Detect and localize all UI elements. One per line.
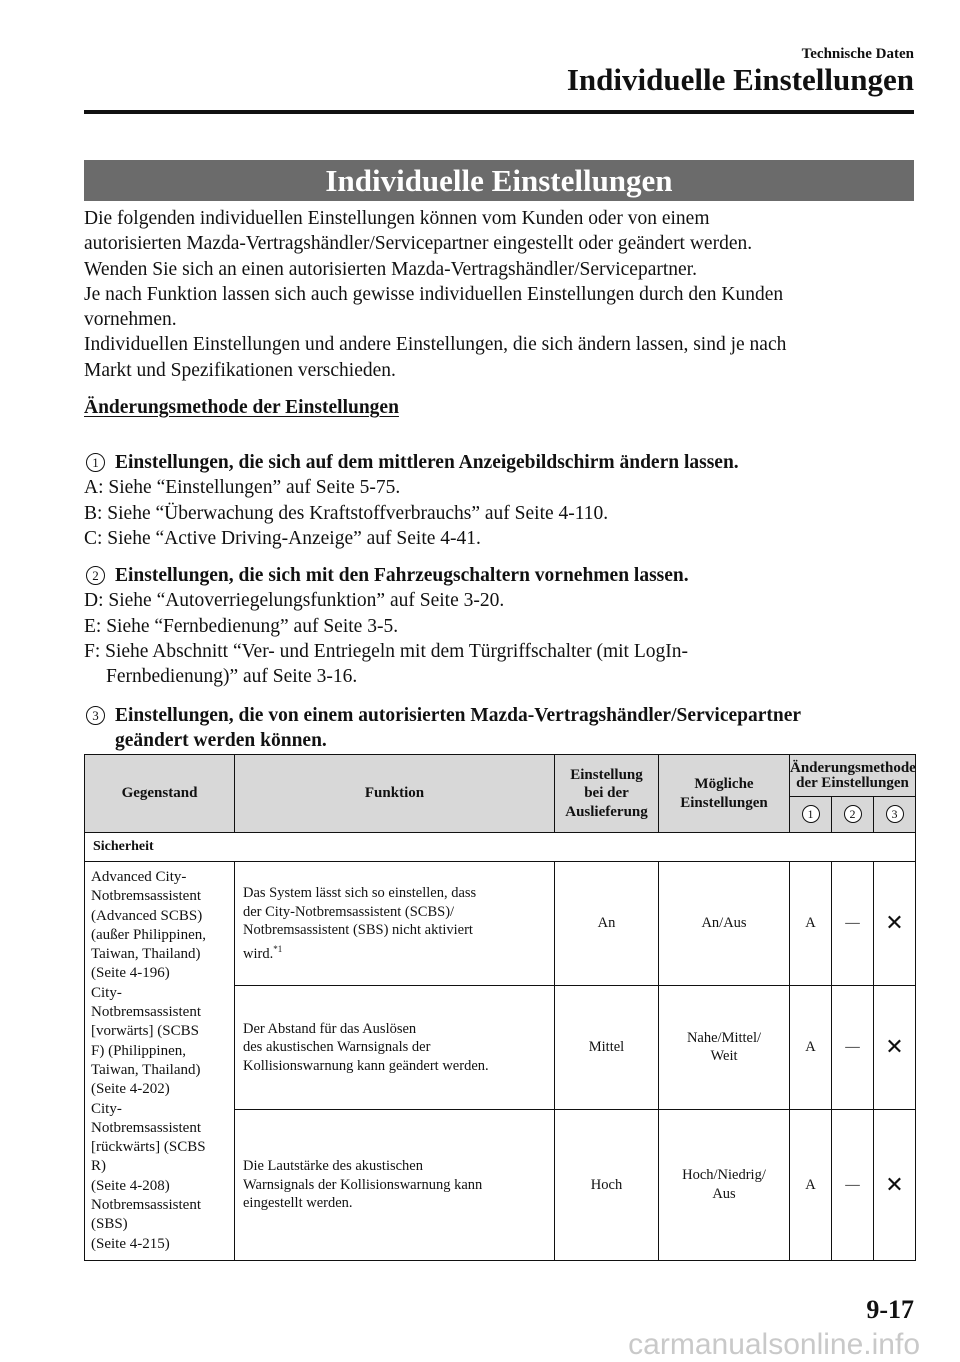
intro-line: Die folgenden individuellen Einstellungen können vom Kunden oder von einem — [84, 208, 710, 229]
item-line: (Seite 4-202) — [91, 1081, 170, 1098]
item-cell — [85, 862, 235, 1261]
intro-line: Individuellen Einstellungen und andere Einstellungen, die sich ändern lassen, sind je nach — [84, 334, 787, 356]
cross-icon: ✕ — [874, 862, 916, 986]
function-line: Kollisionswarnung kann geändert werden. — [243, 1057, 489, 1074]
default-cell: An — [555, 862, 659, 986]
header-section-label: Technische Daten — [801, 46, 914, 62]
options-cell — [659, 1109, 790, 1260]
function-line: eingestellt werden. — [243, 1195, 353, 1212]
cross-icon: ✕ — [874, 1109, 916, 1260]
circled-number-icon: 3 — [86, 706, 105, 725]
header-method-col-2 — [832, 797, 874, 833]
function-line: Notbremsassistent (SBS) nicht aktiviert — [243, 922, 473, 939]
method-3-title — [84, 703, 914, 754]
header-options-line: Einstellungen — [680, 794, 768, 811]
item-line: Taiwan, Thailand) — [91, 1061, 201, 1078]
circled-number-icon: 2 — [844, 805, 862, 823]
item-line: (Seite 4-215) — [91, 1235, 170, 1252]
item-line: (Advanced SCBS) — [91, 907, 203, 924]
item-line: F) (Philippinen, — [91, 1042, 187, 1059]
circled-number-icon: 3 — [886, 805, 904, 823]
item-line: City- — [91, 1100, 122, 1117]
section-banner: Individuelle Einstellungen — [84, 160, 914, 201]
intro-text — [84, 206, 914, 383]
header-options-line: Mögliche — [694, 776, 754, 792]
method-2-cell: — — [832, 862, 874, 986]
options-line: Hoch/Niedrig/ — [682, 1167, 766, 1184]
method-2-cell: — — [832, 985, 874, 1109]
method-1-cell: A — [790, 1109, 832, 1260]
function-line: der City-Notbremsassistent (SCBS)/ — [243, 903, 455, 920]
function-cell — [235, 862, 555, 986]
method-section-2 — [84, 563, 914, 689]
header-function: Funktion — [235, 755, 555, 833]
item-line: Notbremsassistent — [91, 888, 201, 905]
method-1-cell: A — [790, 985, 832, 1109]
function-cell — [235, 985, 555, 1109]
method-2-ref: Fernbedienung)” auf Seite 3-16. — [106, 666, 358, 688]
header-default — [555, 755, 659, 833]
header-chapter-title: Individuelle Einstellungen — [566, 62, 914, 97]
method-2-title — [84, 563, 914, 588]
header-options — [659, 755, 790, 833]
method-subheading: Änderungsmethode der Einstellungen — [84, 397, 399, 418]
item-line: R) — [91, 1158, 106, 1175]
options-line: Weit — [710, 1048, 738, 1065]
table-row — [85, 862, 916, 986]
function-line: Die Lautstärke des akustischen — [243, 1158, 423, 1175]
settings-table — [84, 754, 916, 1261]
method-3-title-line: Einstellungen, die von einem autorisierten Mazda-Vertragshändler/Servicepartner — [115, 705, 802, 726]
item-line: (außer Philippinen, — [91, 926, 206, 943]
method-2-title-text: Einstellungen, die sich mit den Fahrzeugschaltern vornehmen lassen. — [115, 565, 689, 586]
circled-number-icon: 1 — [86, 453, 105, 472]
item-line: Taiwan, Thailand) — [91, 946, 201, 963]
header-method-col-1 — [790, 797, 832, 833]
method-3-title-text — [115, 703, 801, 754]
method-1-ref: B: Siehe “Überwachung des Kraftstoffverbrauchs” auf Seite 4-110. — [84, 502, 609, 524]
intro-line: autorisierten Mazda-Vertragshändler/Servicepartner eingestellt oder geändert werden. — [84, 233, 753, 255]
item-line: (Seite 4-208) — [91, 1177, 170, 1194]
method-2-ref: F: Siehe Abschnitt “Ver- und Entriegeln mit dem Türgriffschalter (mit LogIn- — [84, 640, 688, 662]
options-line: Nahe/Mittel/ — [686, 1029, 762, 1046]
header-default-line: Auslieferung — [565, 803, 648, 820]
options-line: An/Aus — [701, 915, 747, 932]
options-cell — [659, 985, 790, 1109]
item-line: Notbremsassistent — [91, 1004, 201, 1021]
options-line: Aus — [712, 1185, 736, 1202]
item-line: (Seite 4-196) — [91, 965, 170, 982]
method-2-ref: E: Siehe “Fernbedienung” auf Seite 3-5. — [84, 615, 399, 637]
header-method-line: der Einstellungen — [796, 774, 909, 791]
item-line: [rückwärts] (SCBS — [91, 1139, 206, 1156]
function-line: Der Abstand für das Auslösen — [243, 1020, 417, 1037]
function-cell — [235, 1109, 555, 1260]
function-line: des akustischen Warnsignals der — [243, 1039, 431, 1056]
page-number: 9-17 — [866, 1295, 914, 1324]
header-method — [790, 755, 916, 797]
header-method-line: Änderungsmethode — [790, 759, 916, 776]
intro-line: Markt und Spezifikationen verschieden. — [84, 359, 396, 381]
header-default-line: Einstellung — [570, 766, 643, 783]
function-line: Warnsignals der Kollisionswarnung kann — [243, 1176, 483, 1193]
options-cell — [659, 862, 790, 986]
method-2-cell: — — [832, 1109, 874, 1260]
circled-number-icon: 2 — [86, 566, 105, 585]
method-section-1 — [84, 450, 914, 551]
intro-line: vornehmen. — [84, 309, 177, 331]
item-line: City- — [91, 984, 122, 1001]
header-rule — [84, 110, 914, 114]
method-1-cell: A — [790, 862, 832, 986]
category-row: Sicherheit — [85, 833, 916, 862]
header-default-line: bei der — [584, 785, 629, 802]
method-1-ref: C: Siehe “Active Driving-Anzeige” auf Seite 4-41. — [84, 527, 481, 549]
method-1-ref: A: Siehe “Einstellungen” auf Seite 5-75. — [84, 477, 401, 499]
item-line: Notbremsassistent — [91, 1197, 201, 1214]
method-1-title-text: Einstellungen, die sich auf dem mittleren Anzeigebildschirm ändern lassen. — [115, 452, 739, 473]
item-line: (SBS) — [91, 1216, 128, 1233]
header-item: Gegenstand — [85, 755, 235, 833]
item-line: [vorwärts] (SCBS — [91, 1023, 199, 1040]
footnote-marker: *1 — [273, 943, 283, 954]
item-line: Advanced City- — [91, 869, 187, 885]
cross-icon: ✕ — [874, 985, 916, 1109]
circled-number-icon: 1 — [802, 805, 820, 823]
header-method-col-3 — [874, 797, 916, 833]
method-1-title — [84, 450, 914, 475]
function-line: Das System lässt sich so einstellen, dass — [243, 885, 477, 902]
item-line: Notbremsassistent — [91, 1119, 201, 1136]
default-cell: Hoch — [555, 1109, 659, 1260]
intro-line: Wenden Sie sich an einen autorisierten Mazda-Vertragshändler/Servicepartner. — [84, 258, 697, 280]
function-line: wird. — [243, 945, 274, 962]
default-cell: Mittel — [555, 985, 659, 1109]
method-3-title-line: geändert werden können. — [115, 730, 327, 752]
watermark: carmanualsonline.info — [628, 1328, 920, 1361]
method-section-3 — [84, 703, 914, 754]
method-2-ref: D: Siehe “Autoverriegelungsfunktion” auf Seite 3-20. — [84, 590, 505, 612]
intro-line: Je nach Funktion lassen sich auch gewisse individuellen Einstellungen durch den Kunden — [84, 283, 784, 305]
